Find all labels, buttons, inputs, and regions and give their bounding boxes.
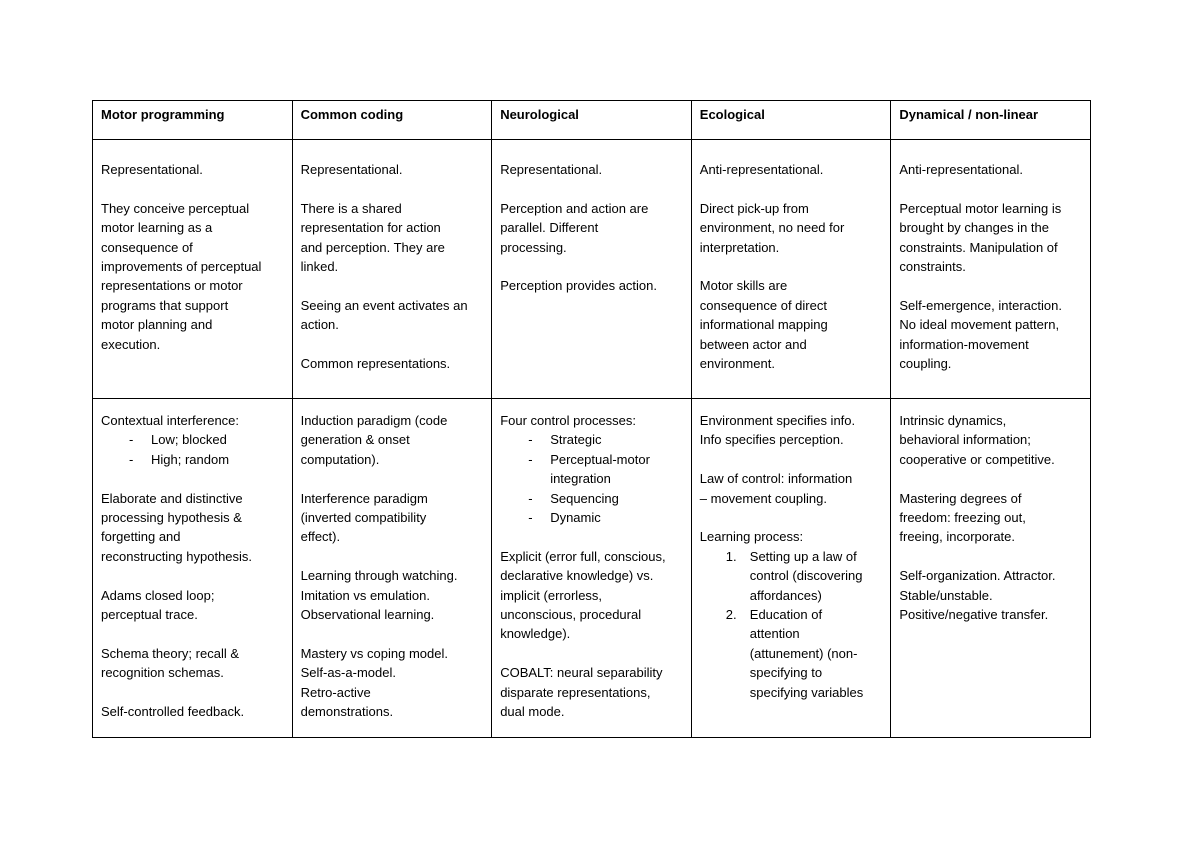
text-line: behavioral information; <box>899 432 1031 448</box>
blank-line <box>700 450 883 469</box>
text-line: forgetting and <box>101 529 181 545</box>
bullet-item: - High; random <box>101 450 284 469</box>
numbered-item-line <box>700 586 883 605</box>
text-line: Induction paradigm (code <box>300 413 448 428</box>
text-line: disparate representations, <box>500 684 651 700</box>
text-line: Learning through watching. <box>300 568 458 584</box>
text-line: processing hypothesis & <box>101 510 242 526</box>
blank-line <box>301 179 484 198</box>
text-line: Perception and action are <box>500 200 649 216</box>
text-line: Retro-active <box>300 684 371 700</box>
item-text: specifying variables <box>749 684 864 700</box>
text-line: effect). <box>300 529 341 545</box>
text-line: Environment specifies info. <box>699 413 856 428</box>
text-line: Mastery vs coping model. <box>300 645 448 661</box>
text-line: environment. <box>699 356 775 372</box>
text-line: They conceive perceptual <box>101 200 250 216</box>
text-line: interpretation. <box>699 239 780 255</box>
item-text: specifying to <box>749 665 823 681</box>
bullet-item: - Perceptual-motor <box>500 450 683 469</box>
text-line: information-movement <box>899 336 1029 352</box>
item-text: (attunement) (non- <box>749 645 858 661</box>
text-line: Anti-representational. <box>699 162 824 177</box>
text-line: Representational. <box>500 162 603 177</box>
bullet-item: - Low; blocked <box>101 430 284 449</box>
text-line: Self-controlled feedback. <box>101 704 245 720</box>
item-text: Setting up a law of <box>749 548 857 564</box>
item-text: control (discovering <box>749 568 863 584</box>
text-line: brought by changes in the <box>899 220 1049 236</box>
text-line: freeing, incorporate. <box>899 529 1015 545</box>
bullet-item: - Dynamic <box>500 508 683 527</box>
text-line: Interference paradigm <box>300 490 428 506</box>
cell-common-coding-description <box>292 140 492 399</box>
item-number: 2. <box>725 607 737 623</box>
blank-line <box>101 683 284 702</box>
text-line: representation for action <box>300 220 441 236</box>
cell-dynamical-description <box>891 140 1091 399</box>
text-line: Explicit (error full, conscious, <box>500 548 666 564</box>
text-line: dual mode. <box>500 704 565 720</box>
bullet-item: integration <box>550 471 611 487</box>
item-number: 1. <box>725 548 737 564</box>
text-line: computation). <box>300 451 380 467</box>
item-text: affordances) <box>749 587 822 603</box>
text-line: coupling. <box>899 356 952 372</box>
header-ecological: Ecological <box>691 101 891 140</box>
cell-intro: Four control processes: <box>500 413 637 428</box>
text-line: constraints. Manipulation of <box>899 239 1058 255</box>
text-line: Positive/negative transfer. <box>899 607 1049 623</box>
item-text: Education of <box>749 607 823 623</box>
text-line: parallel. Different <box>500 220 599 236</box>
text-line: Anti-representational. <box>899 162 1023 177</box>
blank-line <box>700 508 883 527</box>
blank-line <box>500 179 683 198</box>
numbered-item <box>700 547 883 605</box>
text-line: constraints. <box>899 259 966 275</box>
blank-line <box>899 469 1082 488</box>
header-dynamical: Dynamical / non-linear <box>891 101 1091 140</box>
text-line: programs that support <box>101 297 229 313</box>
text-line: Info specifies perception. <box>699 432 844 448</box>
header-common-coding: Common coding <box>292 101 492 140</box>
cell-ecological-description <box>691 140 891 399</box>
text-line: Self-organization. Attractor. <box>899 568 1056 584</box>
blank-line <box>700 257 883 276</box>
cell-motor-programming-details <box>93 399 293 738</box>
numbered-item-line <box>700 566 883 585</box>
text-line: processing. <box>500 239 567 255</box>
text-line: recognition schemas. <box>101 665 224 681</box>
blank-line <box>500 527 683 546</box>
text-line: declarative knowledge) vs. <box>500 568 654 584</box>
numbered-item-line <box>700 605 883 624</box>
text-line: implicit (errorless, <box>500 587 603 603</box>
text-line: representations or motor <box>101 278 243 294</box>
text-line: cooperative or competitive. <box>899 451 1055 467</box>
numbered-item-line <box>700 644 883 663</box>
text-line: consequence of <box>101 239 193 255</box>
text-line: and perception. They are <box>300 239 445 255</box>
text-line: Mastering degrees of <box>899 490 1022 506</box>
details-row <box>93 399 1091 738</box>
blank-line <box>899 276 1082 295</box>
cell-intro: Contextual interference: <box>101 413 240 428</box>
text-line: Self-as-a-model. <box>300 665 396 681</box>
text-line: generation & onset <box>300 432 410 448</box>
text-line: (inverted compatibility <box>300 510 427 526</box>
header-row <box>93 101 1091 140</box>
text-line: motor planning and <box>101 317 213 333</box>
blank-line <box>301 469 484 488</box>
text-line: Seeing an event activates an <box>300 297 468 313</box>
text-line: Elaborate and distinctive <box>101 490 243 506</box>
numbered-item <box>700 605 883 702</box>
blank-line <box>101 566 284 585</box>
text-line: linked. <box>300 259 339 275</box>
text-line: Perception provides action. <box>500 278 657 294</box>
cell-dynamical-details <box>891 399 1091 738</box>
blank-line <box>101 624 284 643</box>
text-line: Motor skills are <box>699 278 788 294</box>
text-line: Intrinsic dynamics, <box>899 413 1007 428</box>
text-line: unconscious, procedural <box>500 607 642 623</box>
blank-line <box>700 179 883 198</box>
text-line: environment, no need for <box>699 220 845 236</box>
text-line: Schema theory; recall & <box>101 645 240 661</box>
numbered-item-line <box>700 624 883 643</box>
cell-common-coding-details <box>292 399 492 738</box>
cell-neurological-description <box>492 140 692 399</box>
text-line: Observational learning. <box>300 607 435 623</box>
cell-ecological-details <box>691 399 891 738</box>
blank-line <box>101 179 284 198</box>
blank-line <box>301 276 484 295</box>
text-line: Stable/unstable. <box>899 587 993 603</box>
blank-line <box>899 179 1082 198</box>
bullet-item: - Strategic <box>500 430 683 449</box>
text-line: perceptual trace. <box>101 607 198 623</box>
blank-line <box>500 644 683 663</box>
text-line: COBALT: neural separability <box>500 665 663 681</box>
text-line: between actor and <box>699 336 807 352</box>
text-line: action. <box>300 317 339 333</box>
text-line: knowledge). <box>500 626 571 642</box>
text-line: Imitation vs emulation. <box>300 587 430 603</box>
text-line: Direct pick-up from <box>699 200 809 216</box>
text-line: Law of control: information <box>699 471 853 487</box>
comparison-table <box>92 100 1091 738</box>
numbered-item-line <box>700 547 883 566</box>
text-line: improvements of perceptual <box>101 259 262 275</box>
blank-line <box>301 547 484 566</box>
text-line: reconstructing hypothesis. <box>101 548 253 564</box>
text-line: Perceptual motor learning is <box>899 200 1062 216</box>
text-line: motor learning as a <box>101 220 213 236</box>
text-line: There is a shared <box>300 200 402 216</box>
text-line: Self-emergence, interaction. <box>899 297 1062 313</box>
text-line: freedom: freezing out, <box>899 510 1026 526</box>
text-line: Representational. <box>300 162 403 177</box>
numbered-item-line <box>700 683 883 702</box>
blank-line <box>500 257 683 276</box>
blank-line <box>899 547 1082 566</box>
item-text: attention <box>749 626 800 642</box>
text-line: consequence of direct <box>699 297 827 313</box>
text-line: Common representations. <box>300 356 451 372</box>
text-line: Representational. <box>101 162 203 177</box>
header-neurological: Neurological <box>492 101 692 140</box>
text-line: execution. <box>101 336 161 352</box>
blank-line <box>301 335 484 354</box>
bullet-item: - Sequencing <box>500 489 683 508</box>
description-row <box>93 140 1091 399</box>
text-line: – movement coupling. <box>699 490 827 506</box>
text-line: Learning process: <box>699 529 804 545</box>
text-line: Adams closed loop; <box>101 587 215 603</box>
blank-line <box>101 469 284 488</box>
header-motor-programming: Motor programming <box>93 101 293 140</box>
blank-line <box>301 624 484 643</box>
text-line: demonstrations. <box>300 704 394 720</box>
text-line: No ideal movement pattern, <box>899 317 1060 333</box>
numbered-item-line <box>700 663 883 682</box>
cell-neurological-details <box>492 399 692 738</box>
cell-motor-programming-description <box>93 140 293 399</box>
text-line: informational mapping <box>699 317 828 333</box>
